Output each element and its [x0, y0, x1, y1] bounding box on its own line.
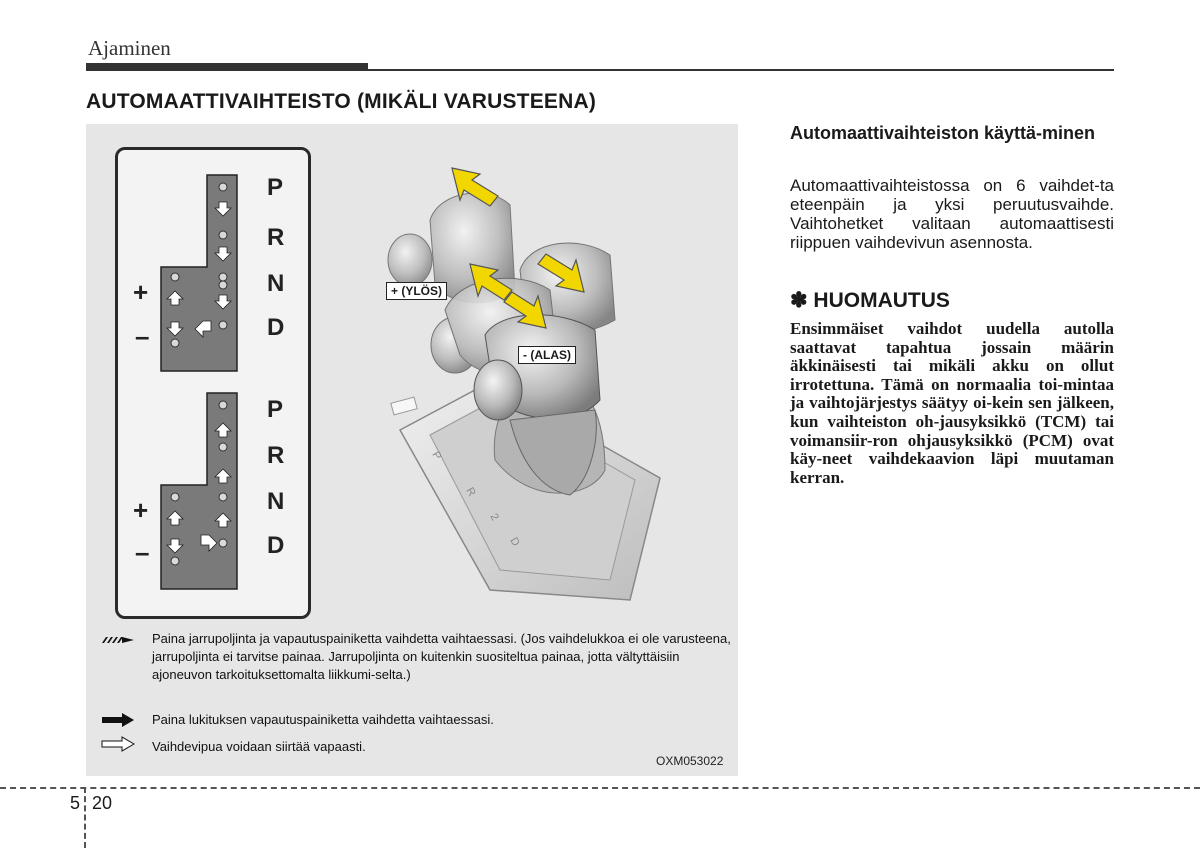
footer-divider [84, 787, 86, 848]
plus-label-upper: + [133, 277, 149, 307]
gate-diagram [115, 147, 311, 619]
note-heading: ✽ HUOMAUTUS [790, 289, 950, 312]
gear-label-p-upper: P [267, 174, 284, 201]
gate-lower [161, 393, 237, 589]
legend-text-solid-arrow: Paina lukituksen vapautuspainiketta vaihdetta vaihtaessasi. [152, 712, 494, 727]
gear-label-n-lower: N [267, 488, 285, 515]
svg-text:P: P [429, 449, 444, 462]
section-header: Ajaminen [88, 36, 171, 60]
legend-text-brake: Paina jarrupoljinta ja vapautuspainiketta vaihdetta vaihtaessasi. (Jos vaihdelukkoa ei ole varusteena, jarrupoljinta ei tarvitse painaa. Jarrupoljinta on kuitenkin suositeltua painaa, jotta vältyttäisiin ajoneuvon tarkoituksettomalta liikkumi-selta.) [152, 631, 731, 682]
header-rule [86, 69, 1114, 71]
callout-down: - (ALAS) [518, 346, 576, 364]
solid-arrow-icon [100, 713, 136, 727]
gear-label-d-upper: D [267, 314, 285, 341]
page-number: 20 [92, 793, 113, 813]
gear-label-r-upper: R [267, 224, 285, 251]
minus-label-upper: – [135, 321, 150, 351]
chapter-number: 5 [70, 793, 81, 813]
minus-label-lower: – [135, 537, 150, 567]
svg-text:R: R [463, 485, 478, 499]
footer-rule [0, 787, 1200, 789]
gear-label-d-lower: D [267, 532, 285, 559]
gear-label-n-upper: N [267, 270, 285, 297]
outline-arrow-icon [100, 736, 136, 752]
gear-label-r-lower: R [267, 442, 285, 469]
section-body: Automaattivaihteistossa on 6 vaihdet-ta eteenpäin ja yksi peruutusvaihde. Vaihtohetket valitaan automaattisesti riippuen vaihdevivun asennosta. [790, 176, 1114, 252]
note-text: Ensimmäiset vaihdot uudella autolla saattavat tapahtua jossain määrin äkkinäisesti tai mikäli akku on ollut irrotettuna. Tämä on normaalia toi-mintaa ja vaihtojärjestys säätyy oi-kein sen jälkeen, kun vaihteiston oh-jausyksikkö (TCM) tai voimansiir-ron ohjausyksikkö (PCM) ovat käy-neet vaihdekaavion läpi muutaman kerran. [790, 319, 1114, 487]
legend-text-outline-arrow: Vaihdevipua voidaan siirtää vapaasti. [152, 739, 366, 754]
page-title: AUTOMAATTIVAIHTEISTO (MIKÄLI VARUSTEENA) [86, 90, 597, 113]
shifter-illustration [380, 160, 680, 610]
svg-text:2: 2 [487, 511, 501, 523]
gear-label-p-lower: P [267, 396, 284, 423]
svg-text:D: D [507, 535, 522, 549]
gate-upper [161, 175, 237, 371]
brake-press-icon [100, 633, 136, 647]
callout-up: + (YLÖS) [386, 282, 447, 300]
figure-code: OXM053022 [656, 754, 724, 768]
section-heading: Automaattivaihteiston käyttä-minen [790, 123, 1096, 143]
plus-label-lower: + [133, 495, 149, 525]
